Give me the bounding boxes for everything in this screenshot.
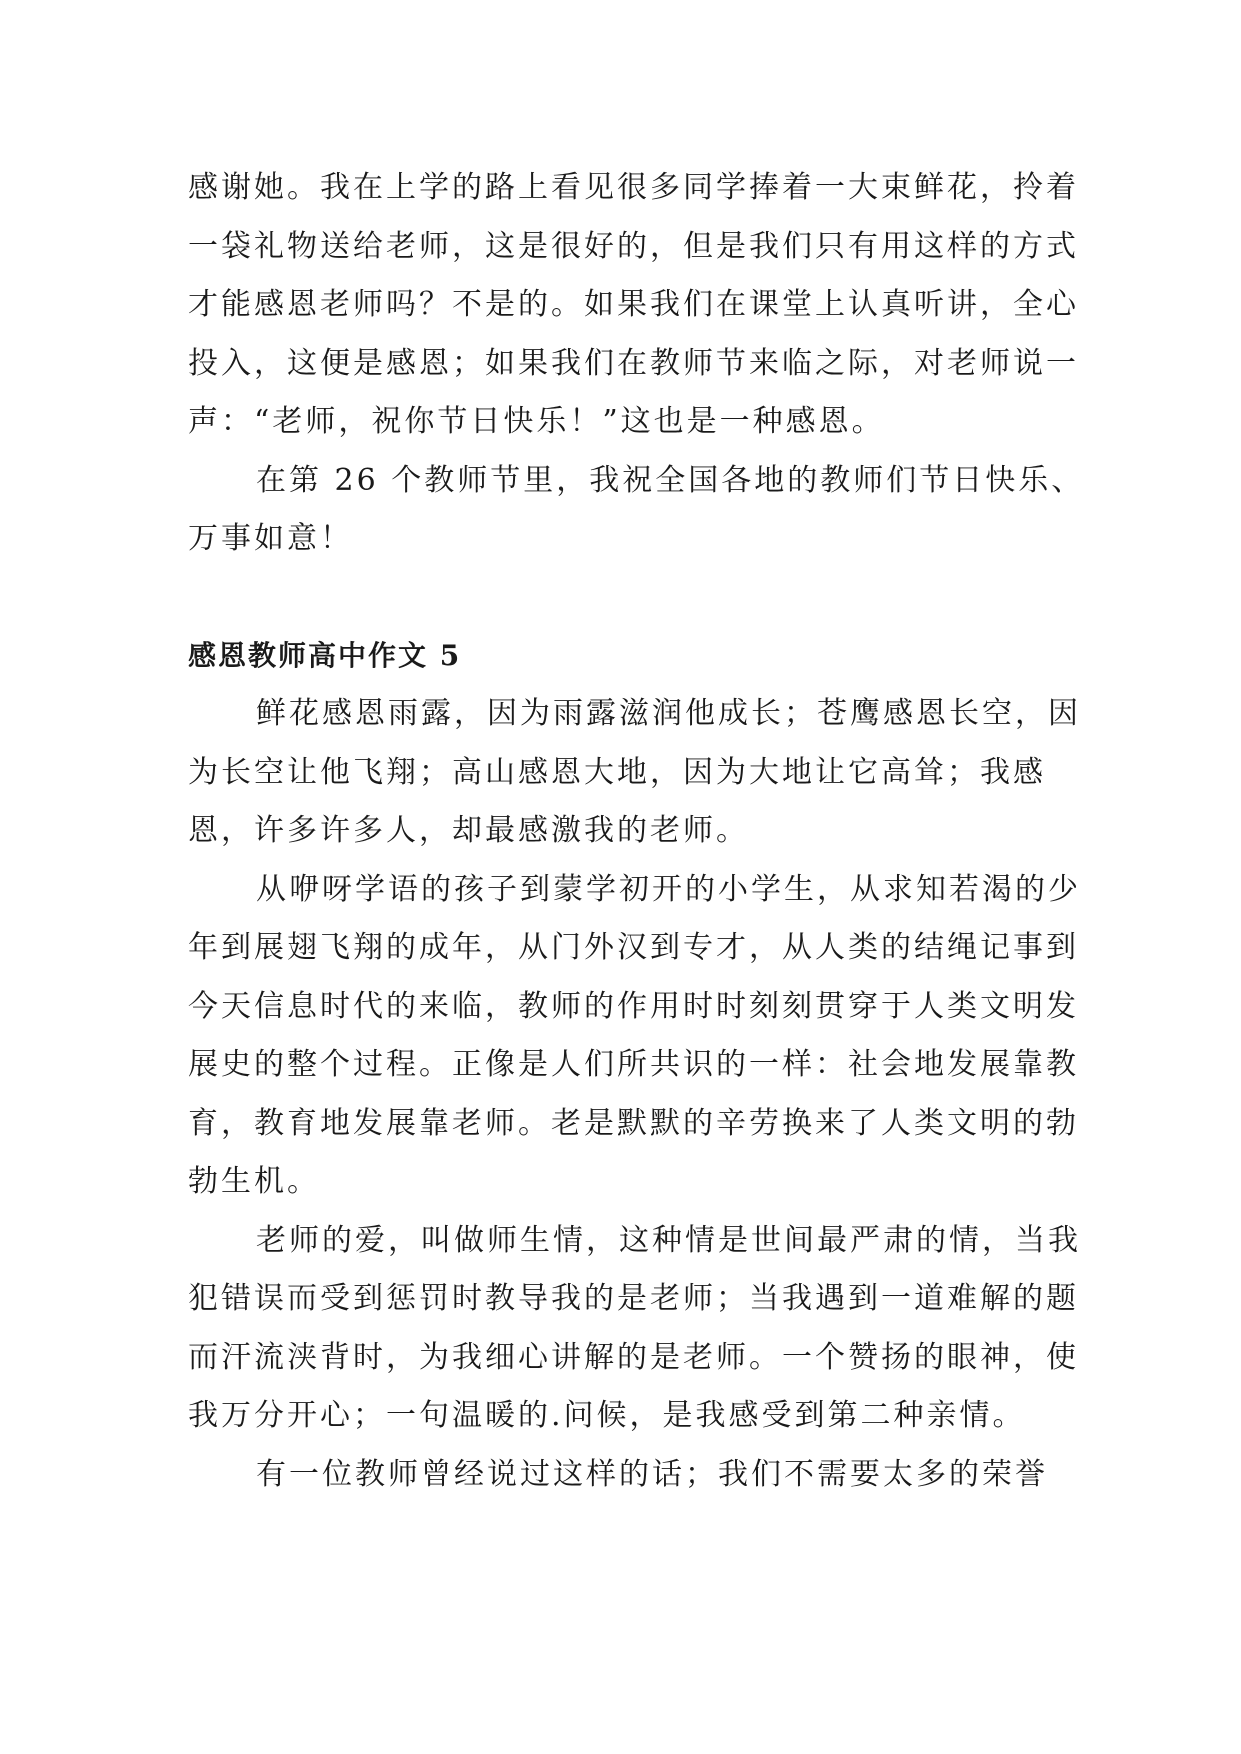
document-body xyxy=(188,159,1088,1504)
paragraph-5: 老师的爱，叫做师生情，这种情是世间最严肃的情，当我犯错误而受到惩罚时教导我的是老师；当我遇到一道难解的题而汗流浃背时，为我细心讲解的是老师。一个赞扬的眼神，使我万分开心；一句温暖的.问候，是我感受到第二种亲情。 xyxy=(188,1222,1081,1433)
paragraph-4: 从咿呀学语的孩子到蒙学初开的小学生，从求知若渴的少年到展翅飞翔的成年，从门外汉到专才，从人类的结绳记事到今天信息时代的来临，教师的作用时时刻刻贯穿于人类文明发展史的整个过程。正像是人们所共识的一样：社会地发展靠教育，教育地发展靠老师。老是默默的辛劳换来了人类文明的勃勃生机。 xyxy=(188,871,1081,1199)
paragraph-1: 感谢她。我在上学的路上看见很多同学捧着一大束鲜花，拎着一袋礼物送给老师，这是很好的，但是我们只有用这样的方式才能感恩老师吗？不是的。如果我们在课堂上认真听讲，全心投入，这便是感恩；如果我们在教师节来临之际，对老师说一声：“老师，祝你节日快乐！”这也是一种感恩。 xyxy=(188,170,1079,439)
essay-heading: 感恩教师高中作文 5 xyxy=(188,638,462,672)
paragraph-6: 有一位教师曾经说过这样的话；我们不需要太多的荣誉 xyxy=(256,1456,1048,1492)
paragraph-2: 在第 26 个教师节里，我祝全国各地的教师们节日快乐、万事如意！ xyxy=(188,462,1085,556)
paragraph-3: 鲜花感恩雨露，因为雨露滋润他成长；苍鹰感恩长空，因为长空让他飞翔；高山感恩大地，因为大地让它高耸；我感恩，许多许多人，却最感激我的老师。 xyxy=(188,696,1081,848)
